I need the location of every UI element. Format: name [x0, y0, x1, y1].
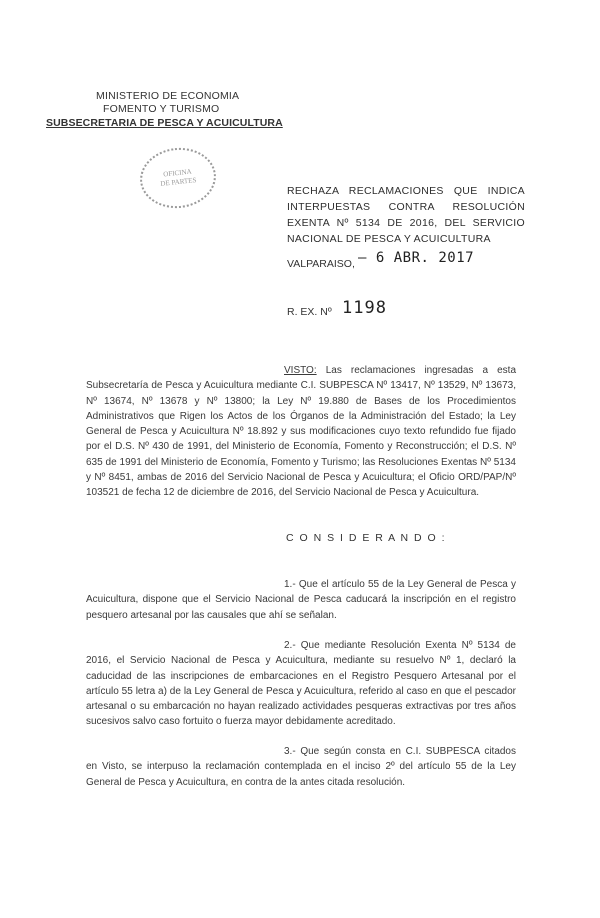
issue-date: – 6 ABR. 2017	[358, 250, 475, 266]
item-number: 1.-	[284, 579, 296, 590]
office-stamp	[137, 144, 219, 212]
ministry-name: MINISTERIO DE ECONOMIA	[96, 90, 240, 102]
subsecretaria-name: SUBSECRETARIA DE PESCA Y ACUICULTURA	[46, 117, 283, 129]
item-text: Que según consta en C.I. SUBPESCA citados en Visto, se interpuso la reclamación contemplada en el inciso 2º del artículo 55 de la Ley General de Pesca y Acuicultura, en contra de la antes citada resolución.	[86, 746, 516, 788]
item-number: 3.-	[284, 746, 296, 757]
rex-label: R. EX. Nº	[287, 306, 332, 318]
visto-text: Las reclamaciones ingresadas a esta Subsecretaría de Pesca y Acuicultura mediante C.I. SUBPESCA Nº 13417, Nº 13529, Nº 13673, Nº 13674, Nº 13678 y Nº 13800; la Ley Nº 19.880 de Bases de los Procedimientos Administrativos que Rigen los Actos de los Órganos de la Administración del Estado; la Ley General de Pesca y Acuicultura Nº 18.892 y sus modificaciones cuyo texto refundido fue fijado por el D.S. Nº 430 de 1991, del Ministerio de Economía, Fomento y Reconstrucción; el D.S. Nº 635 de 1991 del Ministerio de Economía, Fomento y Turismo; las Resoluciones Exentas Nº 5134 y Nº 8451, ambas de 2016 del Servicio Nacional de Pesca y Acuicultura; el Oficio ORD/PAP/Nº 103521 de fecha 12 de diciembre de 2016, del Servicio Nacional de Pesca y Acuicultura.	[86, 365, 517, 499]
considerando-item-3	[86, 744, 516, 790]
place-label: VALPARAISO,	[287, 258, 355, 270]
item-text: Que el artículo 55 de la Ley General de Pesca y Acuicultura, dispone que el Servicio Nacional de Pesca caducará la inscripción en el registro pesquero artesanal por las causales que ahí se señalan.	[86, 579, 516, 621]
considerando-item-1	[86, 577, 516, 623]
considerando-heading: C O N S I D E R A N D O :	[286, 532, 447, 544]
item-number: 2.-	[284, 640, 296, 651]
rex-number: 1198	[342, 298, 387, 318]
visto-label: VISTO:	[284, 365, 317, 376]
stamp-line-1: OFICINA	[162, 167, 193, 179]
visto-paragraph	[86, 363, 516, 501]
ministry-subtitle: FOMENTO Y TURISMO	[103, 103, 220, 115]
stamp-line-2: DE PARTES	[160, 176, 197, 188]
considerando-item-2	[86, 638, 516, 730]
item-text: Que mediante Resolución Exenta Nº 5134 de 2016, el Servicio Nacional de Pesca y Acuicultura, mediante su resuelvo Nº 1, declaró la caducidad de las inscripciones de embarcaciones en el Registro Pesquero Artesanal por el artículo 55 letra a) de la Ley General de Pesca y Acuicultura, referido al caso en que el pescador artesanal o su embarcación no hayan realizado actividades pesqueras extractivas por tres años sucesivos salvo caso fortuito o fuerza mayor debidamente acreditado.	[86, 640, 516, 728]
document-title: RECHAZA RECLAMACIONES QUE INDICA INTERPUESTAS CONTRA RESOLUCIÓN EXENTA Nº 5134 DE 2016, DEL SERVICIO NACIONAL DE PESCA Y ACUICULTURA	[287, 185, 525, 245]
